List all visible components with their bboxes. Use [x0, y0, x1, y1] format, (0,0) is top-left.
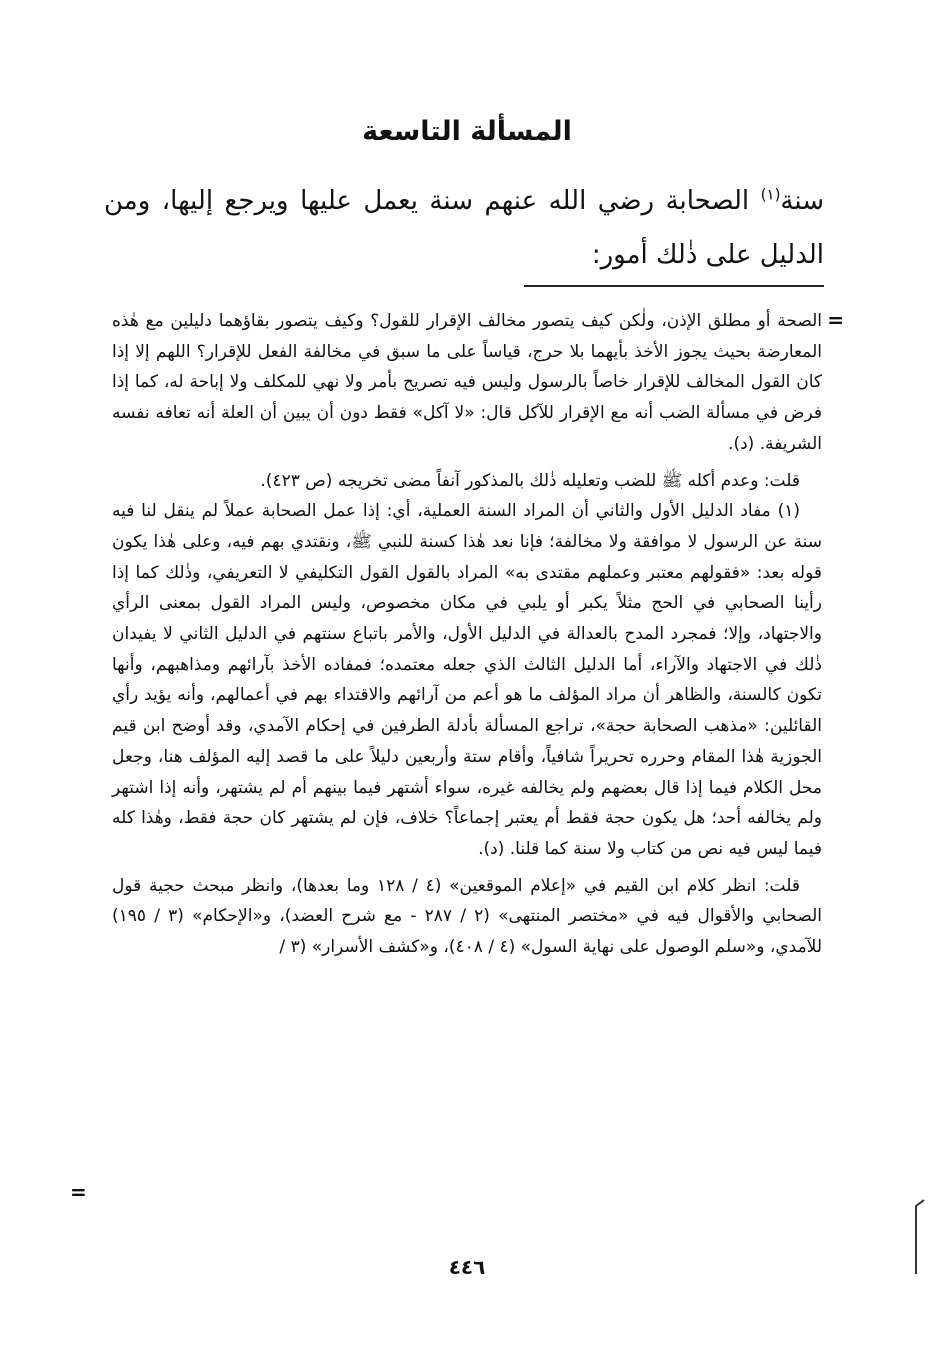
- footnotes-section: [112, 306, 822, 963]
- continuation-marker-top: =: [827, 308, 844, 332]
- intro-text-rest: الصحابة رضي الله عنهم سنة يعمل عليها ويرجع إليها، ومن الدليل على ذٰلك أمور:: [104, 186, 824, 270]
- footnote-reference-1: (١): [760, 185, 781, 204]
- footnote-editor-note-b: قلت: انظر كلام ابن القيم في «إعلام الموقعين» (٤ / ١٢٨ وما بعدها)، وانظر مبحث حجية قول الصحابي والأقوال فيه في «مختصر المنتهى» (٢ / ٢٨٧ - مع شرح العضد)، و«الإحكام» (٣ / ١٩٥) للآمدي، و«سلم الوصول على نهاية السول» (٤ / ٤٠٨)، و«كشف الأسرار» (٣ /: [112, 875, 822, 958]
- intro-first-word: سنة: [780, 186, 824, 216]
- footnote-editor-note-a: قلت: وعدم أكله ﷺ للضب وتعليله ذٰلك بالمذكور آنفاً مضى تخريجه (ص ٤٢٣).: [260, 470, 800, 491]
- margin-bracket-mark: [912, 1198, 926, 1276]
- footnote-1: (١) مفاد الدليل الأول والثاني أن المراد السنة العملية، أي: إذا عمل الصحابة عملاً لم ينقل لنا فيه سنة عن الرسول لا موافقة ولا مخالفة؛ فإنا نعد هٰذا كسنة للنبي ﷺ، ونقتدي بهم فيه، وعلى هٰذا يكون قوله بعد: «فقولهم معتبر وعملهم مقتدى به» المراد بالقول القول التكليفي لا التعريفي، وذٰلك كما إذا رأينا الصحابي في الحج مثلاً يكبر أو يلبي في مكان مخصوص، وليس المراد القول بمعنى الرأي والاجتهاد، وإلا؛ فمجرد المدح بالعدالة في الدليل الأول، والأمر باتباع سنتهم في الدليل الثاني لا يفيدان ذٰلك في الاجتهاد والآراء، أما الدليل الثالث الذي جعله معتمده؛ فمفاده الأخذ بآرائهم ومذاهبهم، وأنها تكون كالسنة، والظاهر أن مراد المؤلف ما هو أعم من آرائهم والاقتداء بهم في أعمالهم، وأنه يؤيد رأي القائلين: «مذهب الصحابة حجة»، تراجع المسألة بأدلة الطرفين في إحكام الآمدي، وقد أوضح ابن قيم الجوزية هٰذا المقام وحرره تحريراً شافياً، وأقام ستة وأربعين دليلاً على ما قصد إليه المؤلف هنا، وجعل محل الكلام فيما إذا قال بعضهم ولم يخالفه غيره، سواء أشتهر فيما بينهم أم لم يشتهر، وأنه إذا اشتهر ولم يخالفه أحد؛ هل يكون حجة فقط أم يعتبر إجماعاً؟ خلاف، فإن لم يشتهر كان حجة فقط، وهٰذا كله فيما ليس فيه نص من كتاب ولا سنة كما قلنا. (د).: [112, 501, 822, 859]
- page-number: ٤٤٦: [448, 1255, 486, 1279]
- chapter-title: المسألة التاسعة: [362, 116, 572, 147]
- footnote-separator: [524, 285, 824, 287]
- footnote-continued: الصحة أو مطلق الإذن، ولٰكن كيف يتصور مخالف الإقرار للقول؟ وكيف يتصور بقاؤهما دليلين مع هٰذه المعارضة بحيث يجوز الأخذ بأيهما بلا حرج، قياساً على ما سبق في مخالفة الفعل للإقرار؟ اللهم إلا إذا كان القول المخالف للإقرار خاصاً بالرسول وليس فيه تصريح بأمر ولا نهي للمكلف ولا إباحة له، كما إذا فرض في مسألة الضب أنه مع الإقرار للآكل قال: «لا آكل» فقط دون أن يبين أن العلة أنه تعافه نفسه الشريفة. (د).: [112, 311, 822, 454]
- intro-paragraph: [104, 174, 824, 282]
- continuation-marker-bottom: =: [70, 1180, 87, 1204]
